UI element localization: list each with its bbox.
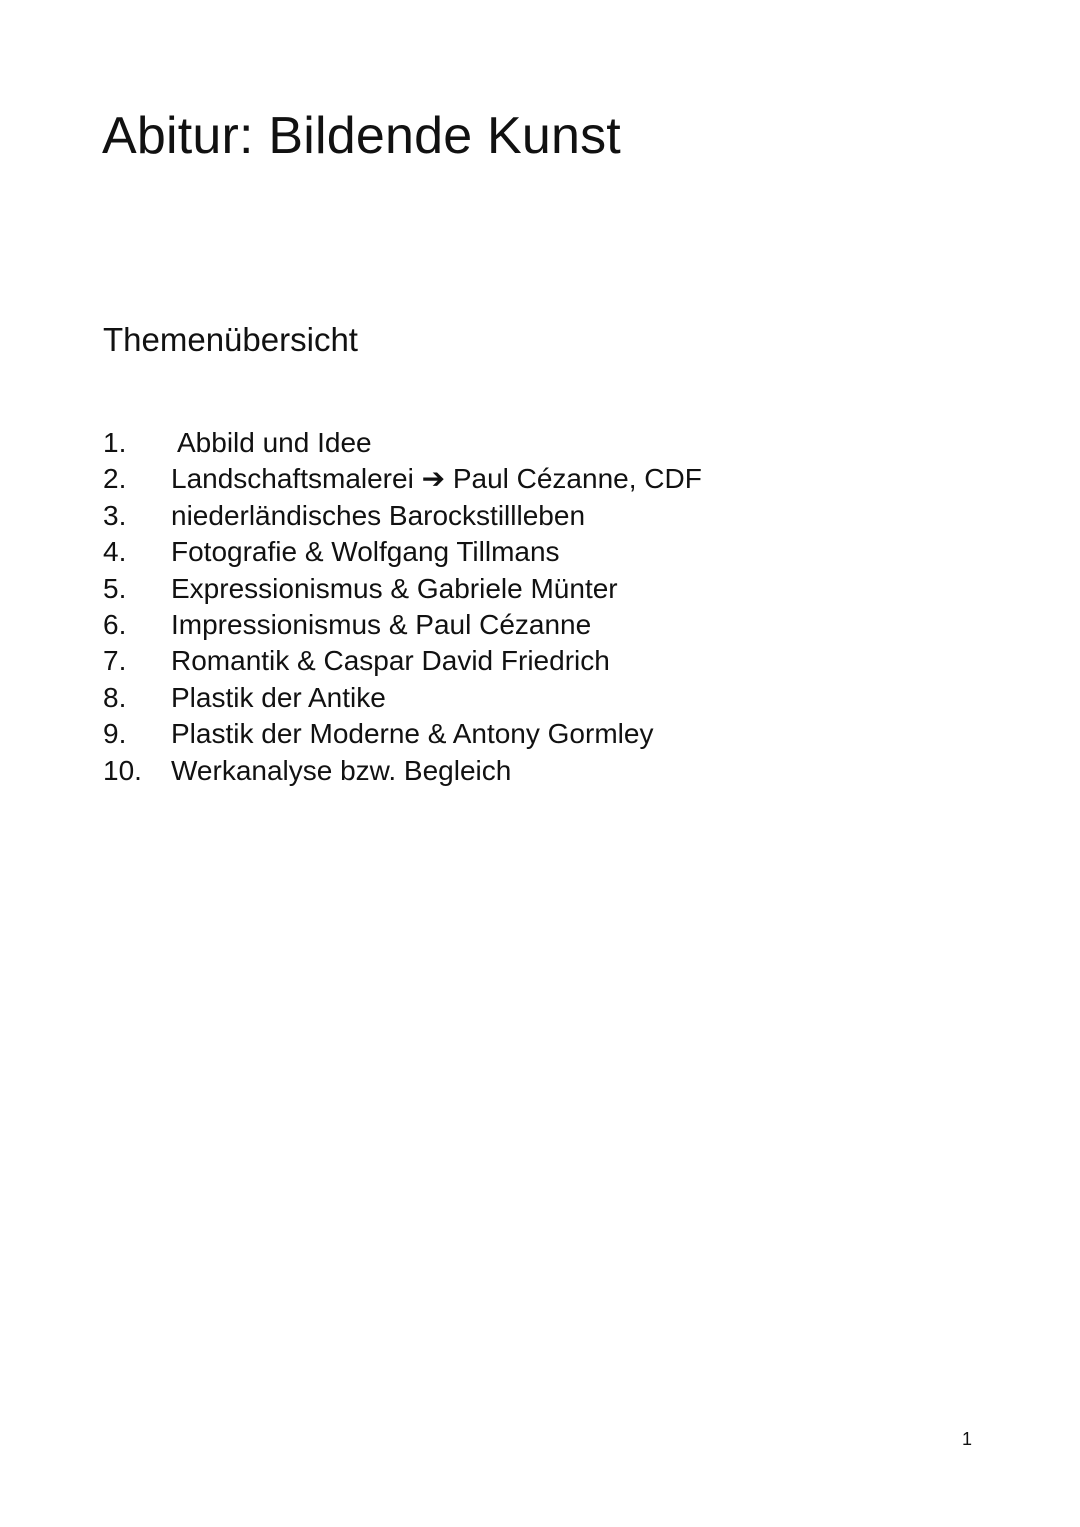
list-item [103, 753, 702, 789]
list-item-text: Fotografie & Wolfgang Tillmans [171, 536, 560, 568]
list-item-number: 3. [103, 499, 127, 531]
list-item-text: Romantik & Caspar David Friedrich [171, 645, 610, 677]
page-number: 1 [962, 1429, 973, 1449]
list-item [103, 571, 702, 607]
list-item-number: 9. [103, 718, 127, 750]
list-item-text: Werkanalyse bzw. Begleich [171, 754, 512, 786]
list-item-number: 2. [103, 463, 127, 495]
list-item-text: niederländisches Barockstillleben [171, 499, 586, 531]
list-item [103, 716, 702, 752]
list-item [103, 498, 702, 534]
list-item-number: 8. [103, 681, 127, 713]
list-item-number: 5. [103, 572, 127, 604]
section-heading: Themenübersicht [103, 321, 358, 358]
list-item [103, 607, 702, 643]
document-title: Abitur: Bildende Kunst [102, 107, 621, 165]
list-item [103, 461, 702, 497]
list-item-number: 7. [103, 645, 127, 677]
list-item [103, 534, 702, 570]
list-item-text: Landschaftsmalerei ➔ Paul Cézanne, CDF [171, 463, 702, 495]
list-item [103, 425, 702, 461]
list-item-text: Plastik der Antike [171, 681, 386, 713]
list-item-number: 10. [103, 754, 142, 786]
list-item [103, 643, 702, 679]
list-item-text: Expressionismus & Gabriele Münter [171, 572, 618, 604]
list-item-text: Impressionismus & Paul Cézanne [171, 608, 592, 640]
list-item-text: Plastik der Moderne & Antony Gormley [171, 718, 654, 750]
list-item-text: Abbild und Idee [177, 427, 372, 458]
list-item-number: 4. [103, 536, 127, 568]
topic-list [103, 425, 702, 789]
list-item [103, 680, 702, 716]
list-item-number: 6. [103, 608, 127, 640]
list-item-number: 1. [103, 427, 127, 458]
